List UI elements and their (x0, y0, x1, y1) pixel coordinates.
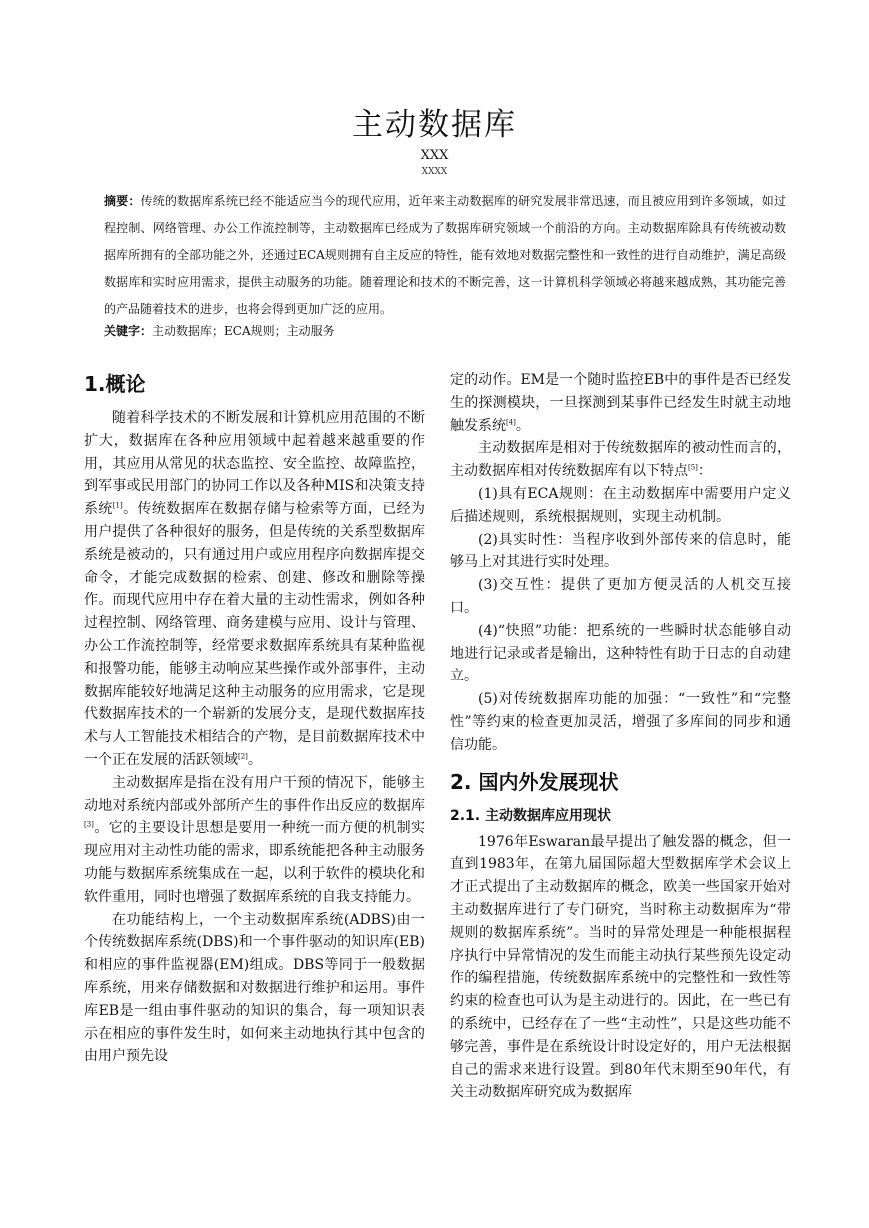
paragraph-intro-2 (84, 772, 425, 909)
paragraph-text: 主动数据库是指在没有用户干预的情况下，能够主动地对系统内部或外部所产生的事件作出反应的数据库 (84, 774, 425, 814)
abstract (104, 188, 786, 323)
author-name: XXX (420, 148, 449, 163)
citation-4: [4] (506, 417, 516, 426)
citation-1: [1] (112, 501, 123, 510)
citation-3: [3] (84, 820, 94, 829)
citation-5: [5] (688, 463, 698, 472)
paragraph-text: 随着科学技术的不断发展和计算机应用范围的不断扩大，数据库在各种应用领域中起着越来越重要的作用，其应用从常见的状态监控、安全监控、故障监控，到军事或民用部门的协同工作以及各种MIS和决策支持系统 (84, 410, 425, 518)
section-1-heading: 1.概论 (84, 372, 146, 396)
paragraph-text: 定的动作。EM是一个随时监控EB中的事件是否已经发生的探测模块，一旦探测到某事件已经发生时就主动地触发系统 (450, 372, 791, 434)
feature-item-3: (3)交互性：提供了更加方便灵活的人机交互接口。 (450, 577, 791, 616)
feature-item-5: (5)对传统数据库功能的加强：“一致性”和“完整性”等约束的检查更加灵活，增强了多库间的同步和通信功能。 (450, 691, 791, 753)
paragraph-text: ： (697, 463, 712, 480)
feature-item-2: (2)具实时性：当程序收到外部传来的信息时，能够马上对其进行实时处理。 (450, 531, 791, 571)
paragraph-text: 。 (515, 417, 530, 434)
keywords (104, 318, 786, 345)
author-affiliation: XXXX (421, 167, 448, 177)
section-2-heading: 2. 国内外发展现状 (450, 769, 619, 794)
citation-2: [2] (238, 752, 248, 761)
left-column (84, 369, 425, 1068)
paragraph-intro-3-continued (450, 369, 791, 437)
feature-item-4: (4)“快照”功能：把系统的一些瞬时状态能够自动地进行记录或者是输出，这种特性有助于日志的自动建立。 (450, 622, 791, 685)
paragraph-history: 1976年Eswaran最早提出了触发器的概念，但一直到1983年，在第九届国际超大型数据库学术会议上才正式提出了主动数据库的概念，欧美一些国家开始对主动数据库进行了专门研究，当时称主动数据库为“带规则的数据库系统”。当时的异常处理是一种能根据程序执行中异常情况的发生而能主动执行某些预先设定动作的编程措施，传统数据库系统中的完整性和一致性等约束的检查也可认为是主动进行的。因此，在一些已有的系统中，已经存在了一些“主动性”，只是这些功能不够完善，事件是在系统设计时设定好的，用户无法根据自己的需求来进行设置。到80年代末期至90年代，有关主动数据库研究成为数据库 (450, 833, 791, 1101)
feature-item-1: (1)具有ECA规则：在主动数据库中需要用户定义后描述规则，系统根据规则，实现主动机制。 (450, 485, 791, 525)
subsection-2-1-heading: 2.1. 主动数据库应用现状 (450, 807, 611, 824)
paragraph-intro-3: 在功能结构上，一个主动数据库系统(ADBS)由一个传统数据库系统(DBS)和一个事件驱动的知识库(EB)和相应的事件监视器(EM)组成。DBS等同于一般数据库系统，用来存储数据和对数据进行维护和运用。事件库EB是一组由事件驱动的知识的集合，每一项知识表示在相应的事件发生时，如何来主动地执行其中包含的由用户预先设 (84, 911, 425, 1065)
keywords-text: 主动数据库；ECA规则；主动服务 (152, 324, 335, 338)
paragraph-features-intro (450, 437, 791, 483)
abstract-label: 摘要： (104, 194, 141, 208)
paper-title: 主动数据库 (352, 107, 517, 143)
paragraph-text: 。 (247, 751, 262, 768)
paragraph-text: 。它的主要设计思想是要用一种统一而方便的机制实现应用对主动性功能的需求，即系统能把各种主动服务功能与数据库系统集成在一起，以利于软件的模块化和软件重用，同时也增强了数据库系统的自我支持能力。 (84, 820, 425, 905)
right-column (450, 369, 791, 1104)
abstract-text: 传统的数据库系统已经不能适应当今的现代应用，近年来主动数据库的研究发展非常迅速，而且被应用到许多领域，如过程控制、网络管理、办公工作流控制等，主动数据库已经成为了数据库研究领域一个前沿的方向。主动数据库除具有传统被动数据库所拥有的全部功能之外，还通过ECA规则拥有自主反应的特性，能有效地对数据完整性和一致性的进行自动维护，满足高级数据库和实时应用需求，提供主动服务的功能。随着理论和技术的不断完善，这一计算机科学领域必将越来越成熟，其功能完善的产品随着技术的进步，也将会得到更加广泛的应用。 (104, 194, 786, 316)
paragraph-text: 。传统数据库在数据存储与检索等方面，已经为用户提供了各种很好的服务，但是传统的关系型数据库系统是被动的，只有通过用户或应用程序向数据库提交命令，才能完成数据的检索、创建、修改和删除等操作。而现代应用中存在着大量的主动性需求，例如各种过程控制、网络管理、商务建模与应用、设计与管理、办公工作流控制等，经常要求数据库系统具有某种监视和报警功能，能够主动响应某些操作或外部事件，主动数据库能较好地满足这种主动服务的应用需求，它是现代数据库技术的一个崭新的发展分支，是现代数据库技术与人工智能技术相结合的产物，是目前数据库技术中一个正在发展的活跃领域 (84, 501, 425, 768)
paragraph-text: 主动数据库是相对于传统数据库的被动性而言的，主动数据库相对传统数据库有以下特点 (450, 440, 791, 480)
keywords-label: 关键字： (104, 324, 153, 338)
paragraph-intro-1 (84, 407, 425, 772)
